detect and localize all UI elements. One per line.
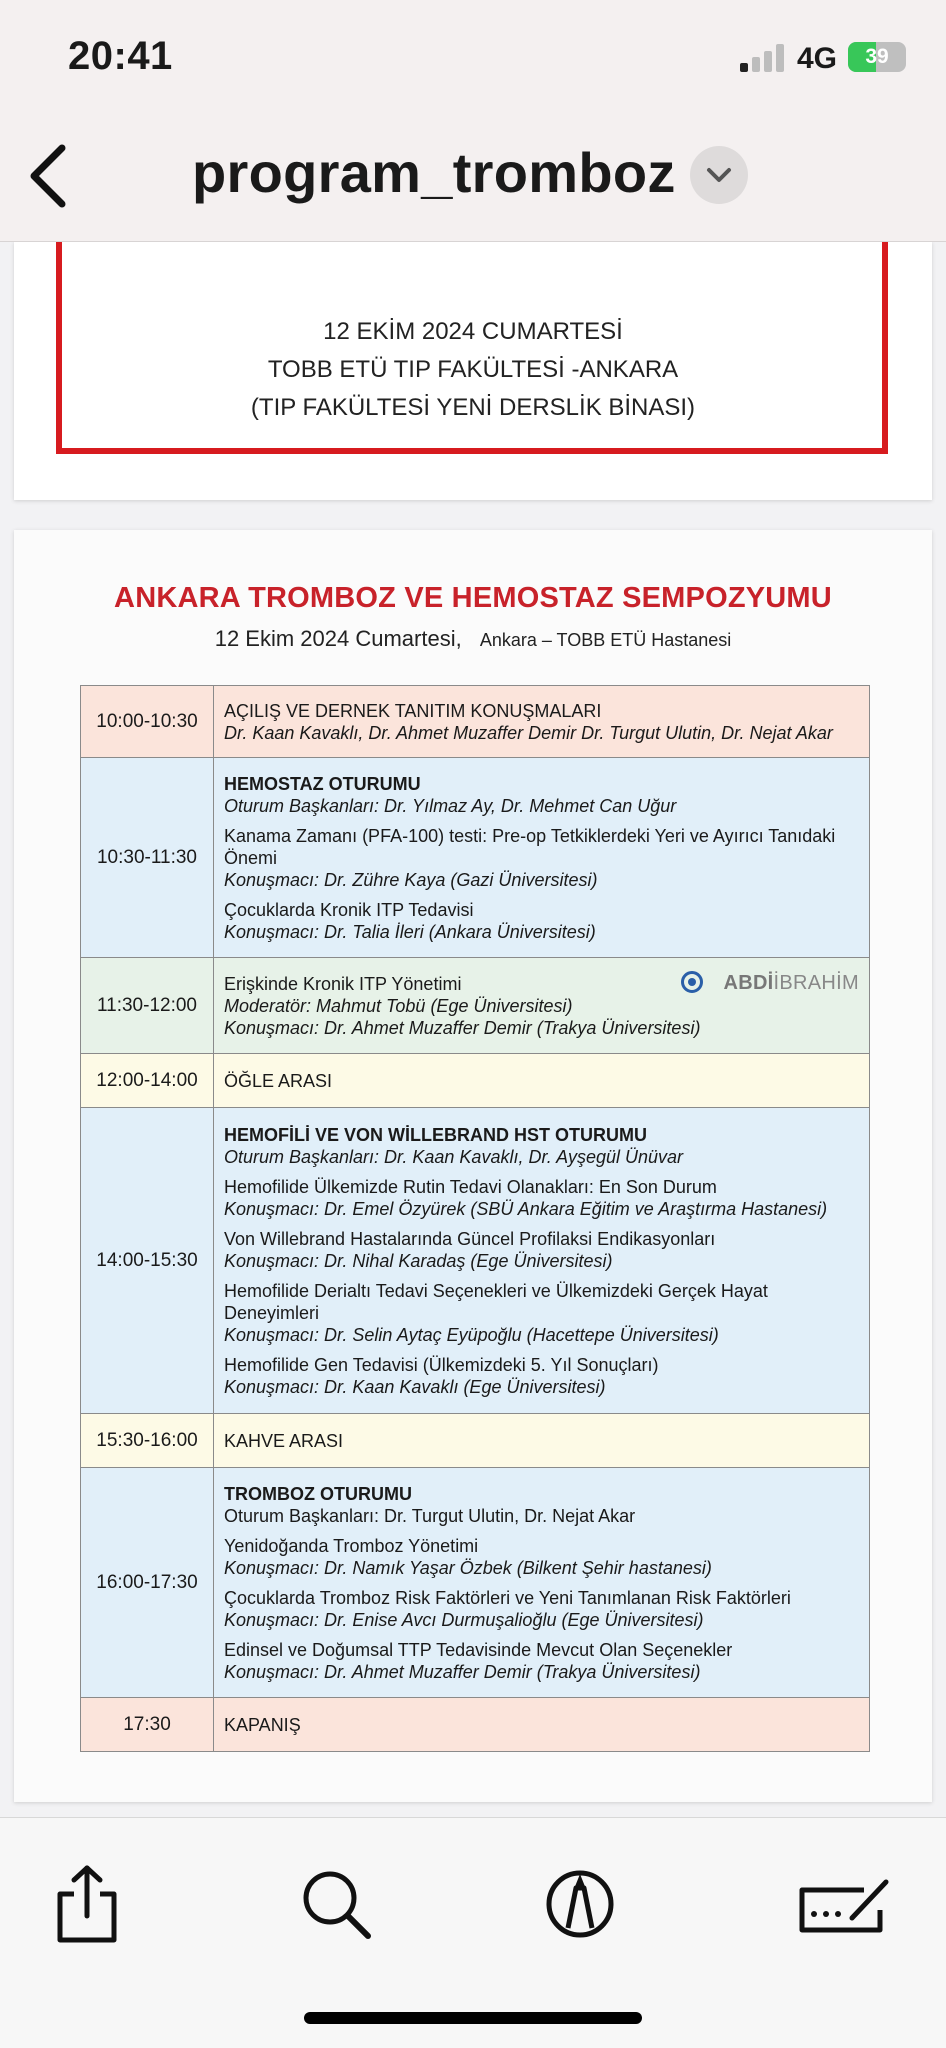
share-icon [46,1864,126,1944]
sponsor-logo: ABDİİBRAHİM [681,971,859,994]
session-chairs: Oturum Başkanları: Dr. Yılmaz Ay, Dr. Mehmet Can Uğur [224,795,677,816]
program-page [14,530,932,1802]
cover-venue: TOBB ETÜ TIP FAKÜLTESİ -ANKARA [267,356,679,383]
talk-speaker: Konuşmacı: Dr. Enise Avcı Durmuşalioğlu (Ege Üniversitesi) [224,1609,704,1630]
chevron-left-icon [22,140,82,210]
signal-strength-icon [740,44,786,72]
session-chairs: Oturum Başkanları: Dr. Kaan Kavaklı, Dr. Ayşegül Ünüvar [224,1146,684,1167]
schedule-row [81,1108,870,1414]
schedule-row [81,758,870,958]
session-time: 16:00-17:30 [81,1468,214,1698]
sponsor-logo-icon [681,971,703,993]
session-title: KAPANIŞ [214,1698,870,1752]
session-title: KAHVE ARASI [214,1414,870,1468]
symposium-title: ANKARA TROMBOZ VE HEMOSTAZ SEMPOZYUMU [114,582,832,614]
document-title[interactable]: program_tromboz [192,141,676,204]
talk-title: Erişkinde Kronik ITP Yönetimi [224,973,462,994]
battery-level: 39 [865,45,889,68]
talk-speaker: Konuşmacı: Dr. Ahmet Muzaffer Demir (Trakya Üniversitesi) [224,1017,701,1038]
talk-speaker: Konuşmacı: Dr. Talia İleri (Ankara Üniversitesi) [224,921,596,942]
session-title: ÖĞLE ARASI [214,1054,870,1108]
talk-speaker: Konuşmacı: Dr. Nihal Karadaş (Ege Üniversitesi) [224,1250,613,1271]
talk-moderator: Moderatör: Mahmut Tobü (Ege Üniversitesi) [224,995,573,1016]
title-menu-button[interactable] [690,146,748,204]
share-button[interactable] [46,1864,126,1944]
session-chairs: Oturum Başkanları: Dr. Turgut Ulutin, Dr. Nejat Akar [224,1505,636,1526]
talk-speaker: Konuşmacı: Dr. Emel Özyürek (SBÜ Ankara Eğitim ve Araştırma Hastanesi) [224,1198,828,1219]
talk-speaker: Konuşmacı: Dr. Kaan Kavaklı (Ege Üniversitesi) [224,1376,606,1397]
session-title: HEMOFİLİ VE VON WİLLEBRAND HST OTURUMU [224,1124,647,1145]
session-details [214,1468,870,1698]
navigation-bar [0,110,946,242]
talk-title: Çocuklarda Tromboz Risk Faktörleri ve Yeni Tanımlanan Risk Faktörleri [224,1587,791,1608]
session-time: 15:30-16:00 [81,1414,214,1468]
document-viewer[interactable] [0,242,946,1817]
cover-frame [56,242,888,454]
schedule-row [81,1414,870,1468]
session-time: 14:00-15:30 [81,1108,214,1414]
markup-icon [540,1864,620,1944]
session-title: TROMBOZ OTURUMU [224,1483,412,1504]
session-time: 12:00-14:00 [81,1054,214,1108]
schedule-row [81,1468,870,1698]
status-time: 20:41 [68,34,173,78]
talk-title: Yenidoğanda Tromboz Yönetimi [224,1535,479,1556]
session-time: 10:00-10:30 [81,686,214,758]
signature-icon [794,1864,894,1944]
session-speakers: Dr. Kaan Kavaklı, Dr. Ahmet Muzaffer Demir Dr. Turgut Ulutin, Dr. Nejat Akar [224,722,833,743]
talk-title: Edinsel ve Doğumsal TTP Tedavisinde Mevcut Olan Seçenekler [224,1639,733,1660]
symposium-date: 12 Ekim 2024 Cumartesi, [214,626,462,651]
schedule-row [81,686,870,758]
schedule-row [81,1698,870,1752]
battery-icon [848,42,906,72]
chevron-down-icon [690,146,748,204]
back-button[interactable] [22,140,82,210]
session-time: 17:30 [81,1698,214,1752]
talk-speaker: Konuşmacı: Dr. Selin Aytaç Eyüpoğlu (Hacettepe Üniversitesi) [224,1324,719,1345]
talk-title: Hemofilide Gen Tedavisi (Ülkemizdeki 5. Yıl Sonuçları) [224,1354,659,1375]
schedule-table [80,685,870,1752]
talk-speaker: Konuşmacı: Dr. Zühre Kaya (Gazi Üniversitesi) [224,869,598,890]
session-details [214,758,870,958]
talk-title: Von Willebrand Hastalarında Güncel Profilaksi Endikasyonları [224,1228,716,1249]
talk-title: Hemofilide Ülkemizde Rutin Tedavi Olanakları: En Son Durum [224,1176,717,1197]
symposium-subtitle [14,626,932,652]
cover-building: (TIP FAKÜLTESİ YENİ DERSLİK BİNASI) [250,394,696,421]
session-title: HEMOSTAZ OTURUMU [224,773,421,794]
session-details [214,958,870,1054]
cover-page [14,242,932,500]
home-indicator[interactable] [304,2012,642,2024]
session-details [214,1108,870,1414]
schedule-row [81,1054,870,1108]
talk-speaker: Konuşmacı: Dr. Ahmet Muzaffer Demir (Trakya Üniversitesi) [224,1661,701,1682]
session-time: 10:30-11:30 [81,758,214,958]
talk-title: Kanama Zamanı (PFA-100) testi: Pre-op Tetkiklerdeki Yeri ve Ayırıcı Tanıdaki Önemi [224,825,836,868]
talk-speaker: Konuşmacı: Dr. Namık Yaşar Özbek (Bilkent Şehir hastanesi) [224,1557,712,1578]
schedule-row [81,958,870,1054]
search-button[interactable] [296,1864,376,1944]
cover-date: 12 EKİM 2024 CUMARTESİ [323,318,623,345]
search-icon [296,1864,376,1944]
symposium-location: Ankara – TOBB ETÜ Hastanesi [479,630,732,650]
markup-button[interactable] [540,1864,620,1944]
signature-button[interactable] [794,1864,894,1944]
session-time: 11:30-12:00 [81,958,214,1054]
session-details [214,686,870,758]
talk-title: Hemofilide Derialtı Tedavi Seçenekleri ve Ülkemizdeki Gerçek Hayat Deneyimleri [224,1280,768,1323]
talk-title: Çocuklarda Kronik ITP Tedavisi [224,899,474,920]
status-bar [0,0,946,110]
network-type: 4G [797,42,838,75]
session-title: AÇILIŞ VE DERNEK TANITIM KONUŞMALARI [224,700,602,721]
